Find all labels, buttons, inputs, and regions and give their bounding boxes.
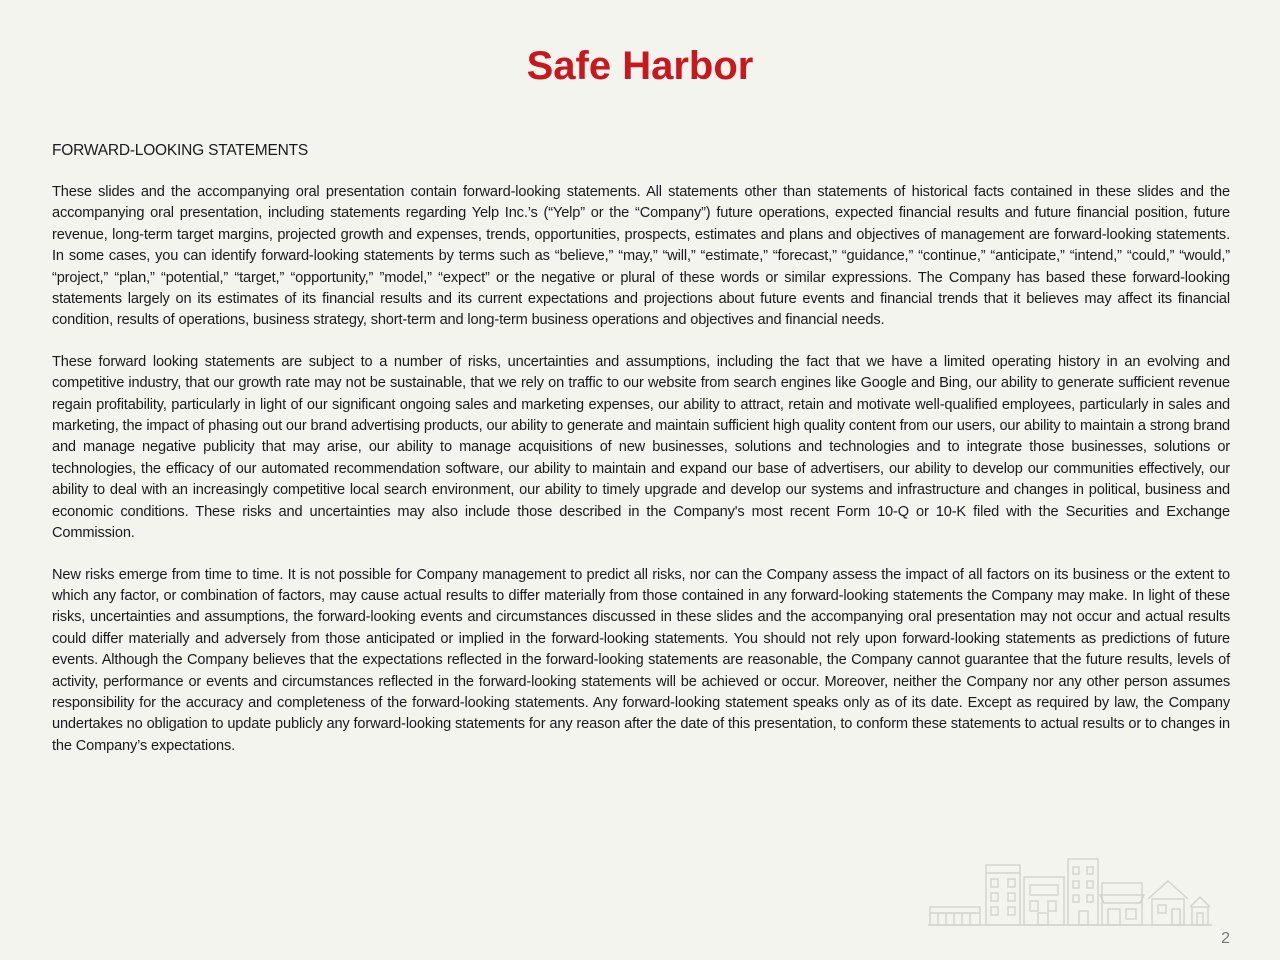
safe-harbor-content (52, 140, 1230, 777)
page-number: 2 (1221, 930, 1230, 947)
paragraph-new-risks: New risks emerge from time to time. It is not possible for Company management to predict all risks, nor can the Company assess the impact of all factors on its business or the extent to which any factor, or combination of factors, may cause actual results to differ materially from those contained in any forward-looking statements the Company may make. In light of these risks, uncertainties and assumptions, the forward-looking events and circumstances discussed in these slides and the accompanying oral presentation may not occur and actual results could differ materially and adversely from those anticipated or implied in the forward-looking statements. You should not rely upon forward-looking statements as predictions of future events. Although the Company believes that the expectations reflected in the forward-looking statements are reasonable, the Company cannot guarantee that the future results, levels of activity, performance or events and circumstances reflected in the forward-looking statements will be achieved or occur. Moreover, neither the Company nor any other person assumes responsibility for the accuracy and completeness of the forward-looking statements. Any forward-looking statement speaks only as of its date. Except as required by law, the Company undertakes no obligation to update publicly any forward-looking statements for any reason after the date of this presentation, to conform these statements to actual results or to changes in the Company’s expectations. (52, 566, 1230, 754)
section-heading: FORWARD-LOOKING STATEMENTS (52, 142, 309, 159)
paragraph-risks: These forward looking statements are subject to a number of risks, uncertainties and assumptions, including the fact that we have a limited operating history in an evolving and competitive industry, that our growth rate may not be sustainable, that we rely on traffic to our website from search engines like Google and Bing, our ability to generate sufficient revenue regain profitability, particularly in light of our significant ongoing sales and marketing expenses, our ability to attract, retain and motivate well-qualified employees, particularly in sales and marketing, the impact of phasing out our brand advertising products, our ability to generate and maintain sufficient high quality content from our users, our ability to maintain a strong brand and manage negative publicity that may arise, our ability to manage acquisitions of new businesses, solutions and technologies and to integrate those businesses, solutions or technologies, the efficacy of our automated recommendation software, our ability to maintain and expand our base of advertisers, our ability to develop our communities effectively, our ability to deal with an increasingly competitive local search environment, our ability to timely upgrade and develop our systems and infrastructure and changes in political, business and economic conditions. These risks and uncertainties may also include those described in the Company's most recent Form 10-Q or 10-K filed with the Securities and Exchange Commission. (52, 353, 1230, 542)
city-skyline-illustration-icon (928, 855, 1212, 927)
slide-title: Safe Harbor (526, 44, 754, 88)
paragraph-forward-looking: These slides and the accompanying oral presentation contain forward-looking statements. All statements other than statements of historical facts contained in these slides and the accompanying oral presentation, including statements regarding Yelp Inc.’s (“Yelp” or the “Company”) future operations, expected financial results and future financial position, future revenue, long-term target margins, projected growth and expenses, trends, opportunities, prospects, estimates and plans and objectives of management are forward-looking statements. In some cases, you can identify forward-looking statements by terms such as “believe,” “may,” “will,” “estimate,” “forecast,” “guidance,” “continue,” “anticipate,” “intend,” “could,” “would,” “project,” “plan,” “potential,” “target,” “opportunity,” ”model,” “expect” or the negative or plural of these words or similar expressions. The Company has based these forward-looking statements largely on its estimates of its financial results and its current expectations and projections about future events and financial trends that it believes may affect its financial condition, results of operations, business strategy, short-term and long-term business operations and objectives and financial needs. (52, 184, 1230, 329)
